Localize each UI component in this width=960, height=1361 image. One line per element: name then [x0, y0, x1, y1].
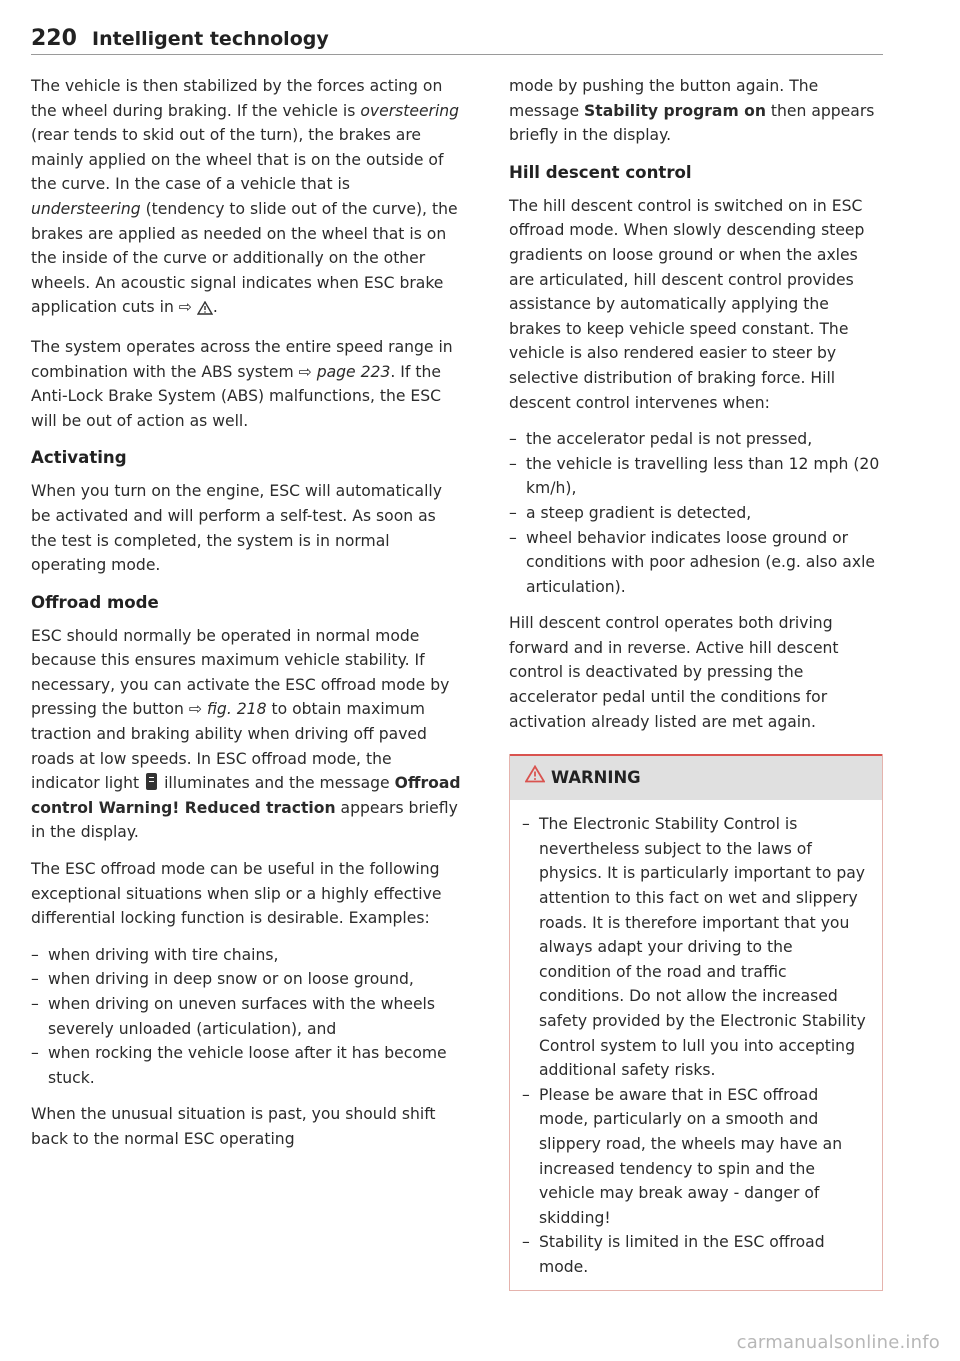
list-item: – the vehicle is travelling less than 12 mph (20 km/h), — [509, 452, 883, 501]
list-item: – The Electronic Stability Control is nevertheless subject to the laws of physics. It is particularly important to pay attention to this fact on wet and slippery roads. It is therefore important that you always adapt your driving to the condition of the road and traffic conditions. Do not allow the increased safety provided by the Electronic Stability Control system to lull you into accepting additional safety risks. — [522, 812, 868, 1083]
section-title: Intelligent technology — [92, 28, 329, 50]
paragraph-stability-program-on: mode by pushing the button again. The message Stability program on then appears briefly in the display. — [509, 77, 875, 145]
paragraph-speed-range: The system operates across the entire speed range in combination with the ABS system ⇨ page 223. If the Anti-Lock Brake System (ABS) malfunctions, the ESC will be out of action as well. — [31, 337, 453, 430]
heading-hill-descent-control: Hill descent control — [509, 162, 692, 182]
list-item: – when driving with tire chains, — [31, 943, 463, 968]
paragraph-shift-back: When the unusual situation is past, you should shift back to the normal ESC operating — [31, 1105, 436, 1148]
list-item: – Stability is limited in the ESC offroad mode. — [522, 1230, 868, 1279]
warning-title: WARNING — [551, 767, 641, 787]
page-number: 220 — [31, 26, 77, 51]
list-item: – the accelerator pedal is not pressed, — [509, 427, 883, 452]
term-understeering: understeering — [31, 199, 141, 218]
list-item: – a steep gradient is detected, — [509, 501, 883, 526]
list-item: – when driving in deep snow or on loose ground, — [31, 967, 463, 992]
warning-triangle-icon[interactable] — [197, 298, 213, 323]
paragraph-activating: When you turn on the engine, ESC will automatically be activated and will perform a self-test. As soon as the test is completed, the system is in normal operating mode. — [31, 482, 442, 575]
header-rule — [31, 54, 883, 55]
right-column — [509, 74, 883, 1291]
message-offroad-warning: Offroad control Warning! Reduced traction — [31, 774, 461, 817]
left-column — [31, 74, 463, 1164]
paragraph-hill-descent: The hill descent control is switched on in ESC offroad mode. When slowly descending steep gradients on loose ground or when the axles are articulated, hill descent control provides assistance by automatically applying the brakes to keep vehicle speed constant. The vehicle is also rendered easier to steer by selective distribution of braking force. Hill descent control intervenes when: — [509, 196, 865, 412]
paragraph-offroad: ESC should normally be operated in normal mode because this ensures maximum vehicle stability. If necessary, you can activate the ESC offroad mode by pressing the button ⇨ fig. 218 to obtain maximum traction and braking ability when driving off paved roads at low speeds. In ESC offroad mode, the indicator light illuminates and the message Offroad control Warning! Reduced traction appears briefly in the display. — [31, 626, 461, 842]
list-item: – when rocking the vehicle loose after it has become stuck. — [31, 1041, 463, 1090]
warning-box — [509, 754, 883, 1290]
intervention-conditions-list — [509, 427, 883, 599]
watermark: carmanualsonline.info — [736, 1332, 940, 1353]
paragraph-hill-descent-operation: Hill descent control operates both driving forward and in reverse. Active hill descent control is deactivated by pressing the accelerator pedal until the conditions for activation already listed are met again. — [509, 614, 839, 731]
examples-list — [31, 943, 463, 1091]
warning-triangle-icon — [525, 765, 545, 791]
heading-offroad-mode: Offroad mode — [31, 592, 159, 612]
link-page-223[interactable]: ⇨ page 223 — [298, 362, 391, 381]
term-oversteering: oversteering — [360, 101, 460, 120]
message-stability-program-on: Stability program on — [584, 101, 766, 120]
esc-offroad-indicator-icon — [146, 773, 157, 790]
page-header — [31, 26, 881, 51]
link-fig-218[interactable]: ⇨ fig. 218 — [188, 700, 267, 719]
warning-body — [510, 800, 882, 1289]
list-item: – when driving on uneven surfaces with the wheels severely unloaded (articulation), and — [31, 992, 463, 1041]
warning-list — [522, 812, 868, 1279]
warning-header — [510, 754, 882, 800]
heading-activating: Activating — [31, 448, 127, 468]
list-item: – wheel behavior indicates loose ground or conditions with poor adhesion (e.g. also axle articulation). — [509, 526, 883, 600]
paragraph-stabilization: The vehicle is then stabilized by the forces acting on the wheel during braking. If the vehicle is oversteering (rear tends to skid out of the turn), the brakes are mainly applied on the wheel that is on the outside of the curve. In the case of a vehicle that is understeering (tendency to slide out of the curve), the brakes are applied as needed on the wheel that is on the inside of the curve or additionally on the other wheels. An acoustic signal indicates when ESC brake application cuts in ⇨ . — [31, 74, 463, 323]
paragraph-exceptional-situations: The ESC offroad mode can be useful in the following exceptional situations when slip or a highly effective differential locking function is desirable. Examples: — [31, 860, 442, 928]
list-item: – Please be aware that in ESC offroad mode, particularly on a smooth and slippery road, the wheels may have an increased tendency to spin and the vehicle may break away - danger of skidding! — [522, 1083, 868, 1231]
